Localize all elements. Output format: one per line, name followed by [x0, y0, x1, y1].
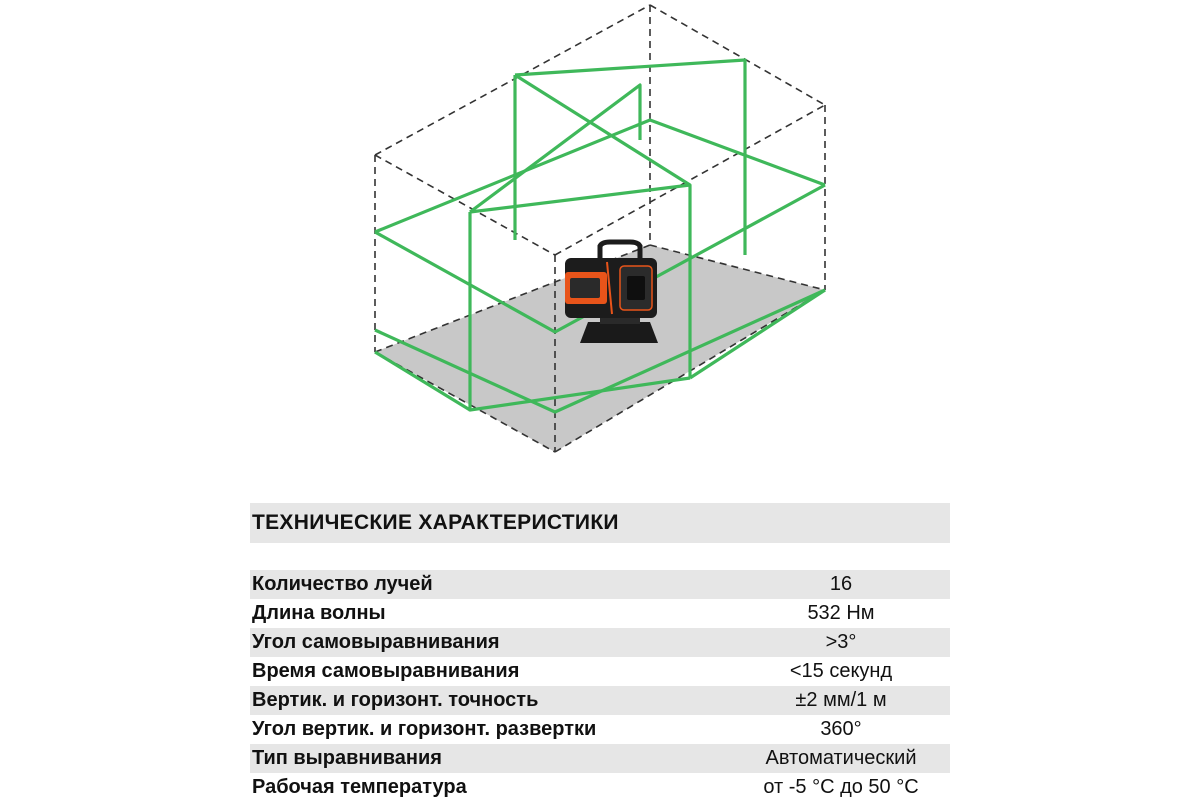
spec-row-sweep-angle — [250, 715, 950, 744]
spec-label: Рабочая температура — [252, 776, 467, 798]
specs-table — [250, 503, 950, 802]
specs-title: ТЕХНИЧЕСКИЕ ХАРАКТЕРИСТИКИ — [250, 503, 950, 543]
spec-value: ±2 мм/1 м — [795, 689, 887, 711]
laser-projection-illustration — [360, 0, 840, 470]
spec-value: <15 секунд — [789, 660, 893, 682]
spec-row-accuracy — [250, 686, 950, 715]
spec-label: Угол самовыравнивания — [252, 631, 500, 653]
spec-value: 16 — [829, 573, 853, 595]
spec-label: Угол вертик. и горизонт. развертки — [252, 718, 597, 740]
specs-rows — [250, 570, 950, 802]
spec-label: Количество лучей — [252, 573, 433, 595]
spec-value: от -5 °С до 50 °С — [763, 776, 919, 798]
spec-row-leveling-type — [250, 744, 950, 773]
spec-row-self-leveling-angle — [250, 628, 950, 657]
spec-value: 360° — [820, 718, 862, 740]
spec-row-beams — [250, 570, 950, 599]
spec-label: Длина волны — [252, 602, 386, 624]
spec-row-self-leveling-time — [250, 657, 950, 686]
specs-spacer — [250, 543, 950, 570]
spec-row-operating-temperature — [250, 773, 950, 802]
spec-label: Тип выравнивания — [252, 747, 442, 769]
spec-row-wavelength — [250, 599, 950, 628]
spec-value: >3° — [825, 631, 857, 653]
spec-value: Автоматический — [765, 747, 917, 769]
spec-value: 532 Нм — [807, 602, 875, 624]
spec-label: Вертик. и горизонт. точность — [252, 689, 539, 711]
spec-label: Время самовыравнивания — [252, 660, 520, 682]
